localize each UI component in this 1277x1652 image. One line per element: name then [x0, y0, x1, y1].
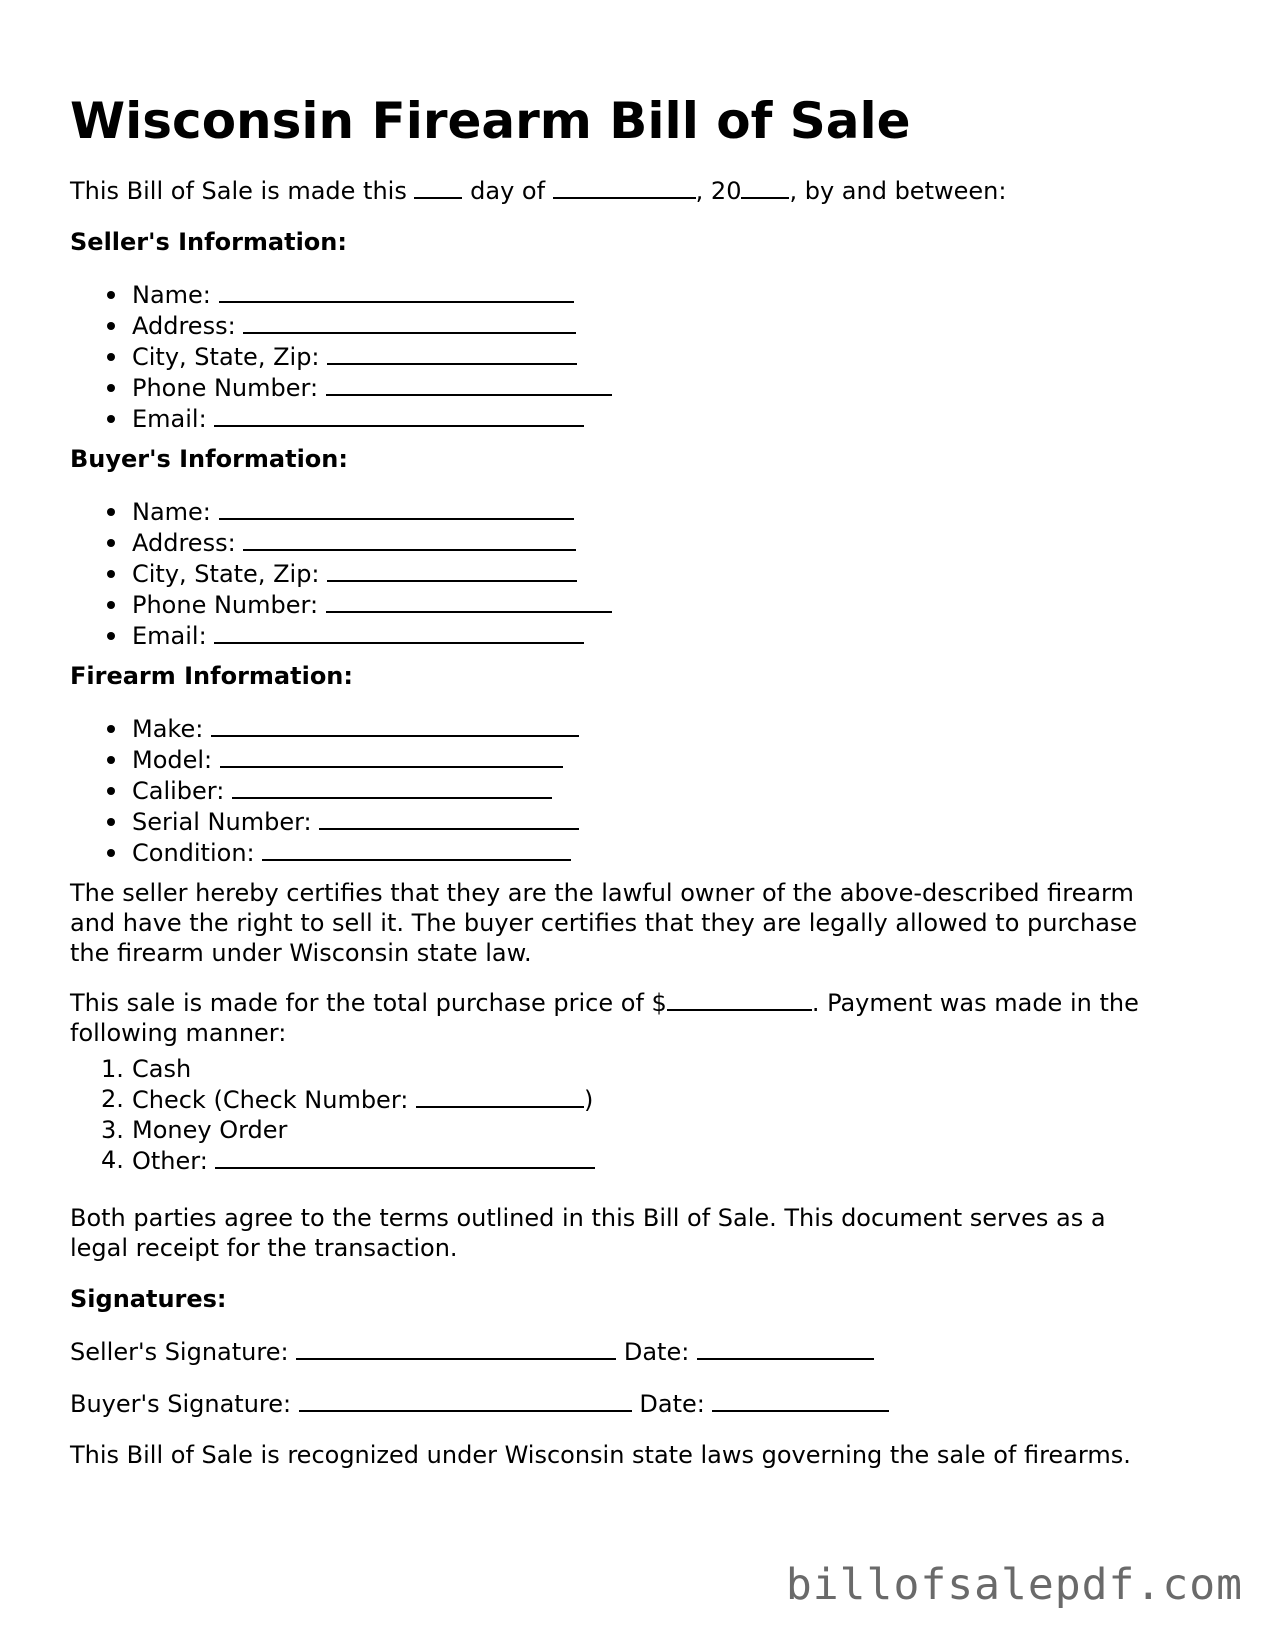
- firearm-condition-label: Condition:: [132, 839, 255, 867]
- seller-signature-line: [70, 1336, 874, 1367]
- buyer-name-blank[interactable]: [219, 496, 574, 520]
- payment-number-2: 2.: [101, 1085, 124, 1113]
- firearm-model-label: Model:: [132, 746, 213, 774]
- seller-city-blank[interactable]: [327, 341, 577, 365]
- firearm-caliber-label: Caliber:: [132, 777, 225, 805]
- firearm-serial-item: [70, 806, 579, 837]
- buyer-name-label: Name:: [132, 498, 211, 526]
- firearm-make-label: Make:: [132, 715, 204, 743]
- seller-name-blank[interactable]: [219, 279, 574, 303]
- buyer-phone-item: [70, 589, 612, 620]
- buyer-email-item: [70, 620, 612, 651]
- payment-check-suffix: ): [584, 1086, 594, 1114]
- firearm-info-list: [70, 713, 579, 868]
- payment-other-item: [70, 1145, 595, 1176]
- price-blank[interactable]: [667, 987, 812, 1011]
- buyer-phone-label: Phone Number:: [132, 591, 319, 619]
- seller-email-label: Email:: [132, 405, 207, 433]
- day-blank[interactable]: [414, 175, 462, 199]
- intro-text-2: day of: [470, 177, 546, 205]
- firearm-make-item: [70, 713, 579, 744]
- firearm-condition-blank[interactable]: [262, 837, 571, 861]
- certification-line-3: the firearm under Wisconsin state law.: [70, 939, 532, 967]
- seller-email-item: [70, 403, 612, 434]
- seller-signature-blank[interactable]: [296, 1336, 616, 1360]
- buyer-city-label: City, State, Zip:: [132, 560, 320, 588]
- seller-email-blank[interactable]: [214, 403, 584, 427]
- price-text-3: following manner:: [70, 1019, 287, 1047]
- payment-cash-label: Cash: [132, 1055, 192, 1083]
- payment-check-label: Check (Check Number:: [132, 1086, 409, 1114]
- firearm-model-blank[interactable]: [220, 744, 563, 768]
- seller-city-label: City, State, Zip:: [132, 343, 320, 371]
- seller-name-label: Name:: [132, 281, 211, 309]
- agreement-paragraph: [70, 1203, 1106, 1263]
- buyer-name-item: [70, 496, 612, 527]
- seller-phone-blank[interactable]: [326, 372, 612, 396]
- price-text-1: This sale is made for the total purchase price of $: [70, 989, 667, 1017]
- buyer-signature-line: [70, 1388, 889, 1419]
- firearm-make-blank[interactable]: [211, 713, 579, 737]
- buyer-signature-label: Buyer's Signature:: [70, 1390, 292, 1418]
- buyer-city-blank[interactable]: [327, 558, 577, 582]
- intro-line: [70, 175, 1006, 206]
- buyer-phone-blank[interactable]: [326, 589, 612, 613]
- firearm-caliber-item: [70, 775, 579, 806]
- buyer-email-blank[interactable]: [214, 620, 584, 644]
- payment-number-4: 4.: [101, 1146, 124, 1174]
- seller-date-blank[interactable]: [697, 1336, 874, 1360]
- intro-text-1: This Bill of Sale is made this: [70, 177, 407, 205]
- intro-text-3: , 20: [695, 177, 742, 205]
- firearm-model-item: [70, 744, 579, 775]
- intro-text-4: , by and between:: [789, 177, 1007, 205]
- buyer-signature-blank[interactable]: [299, 1388, 632, 1412]
- payment-methods-list: [70, 1054, 595, 1176]
- signatures-heading: Signatures:: [70, 1285, 227, 1313]
- firearm-caliber-blank[interactable]: [232, 775, 552, 799]
- seller-name-item: [70, 279, 612, 310]
- payment-money-order-label: Money Order: [132, 1116, 288, 1144]
- seller-info-heading: Seller's Information:: [70, 228, 347, 256]
- payment-cash-item: [70, 1054, 595, 1084]
- document-title: Wisconsin Firearm Bill of Sale: [70, 92, 911, 150]
- buyer-city-item: [70, 558, 612, 589]
- seller-info-list: [70, 279, 612, 434]
- payment-other-label: Other:: [132, 1147, 208, 1175]
- certification-paragraph: [70, 878, 1137, 968]
- price-paragraph: [70, 987, 1139, 1048]
- seller-address-blank[interactable]: [243, 310, 576, 334]
- certification-line-1: The seller hereby certifies that they are the lawful owner of the above-described firearm: [70, 879, 1134, 907]
- buyer-email-label: Email:: [132, 622, 207, 650]
- certification-line-2: and have the right to sell it. The buyer certifies that they are legally allowed to purchase: [70, 909, 1138, 937]
- check-number-blank[interactable]: [416, 1084, 584, 1108]
- seller-address-item: [70, 310, 612, 341]
- seller-date-label: Date:: [623, 1338, 690, 1366]
- firearm-info-heading: Firearm Information:: [70, 662, 353, 690]
- seller-phone-label: Phone Number:: [132, 374, 319, 402]
- year-blank[interactable]: [741, 175, 789, 199]
- payment-other-blank[interactable]: [215, 1145, 595, 1169]
- firearm-serial-blank[interactable]: [319, 806, 579, 830]
- buyer-date-blank[interactable]: [712, 1388, 889, 1412]
- closing-statement: This Bill of Sale is recognized under Wisconsin state laws governing the sale of firearms.: [70, 1441, 1131, 1469]
- buyer-info-list: [70, 496, 612, 651]
- buyer-info-heading: Buyer's Information:: [70, 445, 348, 473]
- price-text-2: . Payment was made in the: [811, 989, 1139, 1017]
- buyer-address-item: [70, 527, 612, 558]
- seller-city-item: [70, 341, 612, 372]
- watermark-brand: billofsalepdf.com: [785, 1560, 1243, 1610]
- seller-signature-label: Seller's Signature:: [70, 1338, 289, 1366]
- payment-number-3: 3.: [101, 1116, 124, 1144]
- payment-money-order-item: [70, 1115, 595, 1145]
- buyer-date-label: Date:: [639, 1390, 705, 1418]
- firearm-condition-item: [70, 837, 579, 868]
- buyer-address-blank[interactable]: [243, 527, 576, 551]
- month-blank[interactable]: [553, 175, 696, 199]
- firearm-serial-label: Serial Number:: [132, 808, 312, 836]
- payment-check-item: [70, 1084, 595, 1115]
- seller-phone-item: [70, 372, 612, 403]
- seller-address-label: Address:: [132, 312, 236, 340]
- payment-number-1: 1.: [101, 1055, 124, 1083]
- agreement-line-1: Both parties agree to the terms outlined in this Bill of Sale. This document serves as a: [70, 1204, 1106, 1232]
- agreement-line-2: legal receipt for the transaction.: [70, 1234, 458, 1262]
- buyer-address-label: Address:: [132, 529, 236, 557]
